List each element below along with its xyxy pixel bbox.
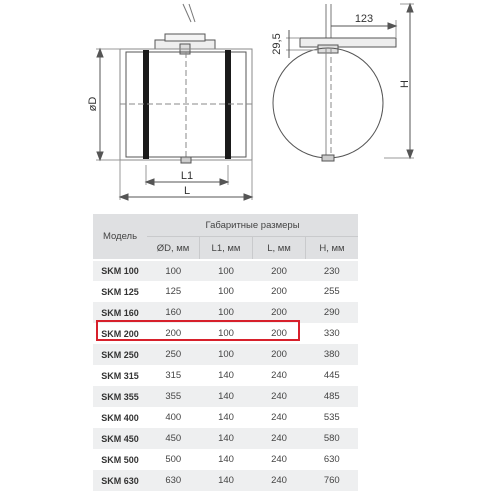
- dim-l1-arrow-right: [220, 179, 228, 185]
- cell-l1: 100: [200, 302, 253, 323]
- cell-l1: 140: [200, 407, 253, 428]
- front-plate-block: [318, 45, 338, 53]
- cell-d: 400: [147, 407, 200, 428]
- cell-l1: 100: [200, 281, 253, 302]
- cell-d: 160: [147, 302, 200, 323]
- cell-l1: 140: [200, 386, 253, 407]
- cell-d: 450: [147, 428, 200, 449]
- cell-model: SKM 250: [93, 344, 147, 365]
- cell-l: 240: [253, 386, 306, 407]
- table-row: [93, 281, 358, 302]
- table-row: [93, 407, 358, 428]
- header-l: L, мм: [253, 237, 306, 261]
- cell-model: SKM 630: [93, 470, 147, 491]
- cell-l: 200: [253, 344, 306, 365]
- cell-h: 630: [306, 449, 359, 470]
- side-view: [96, 4, 252, 200]
- cell-model: SKM 450: [93, 428, 147, 449]
- drawing-svg: [0, 0, 500, 215]
- dim-h-arrow-top: [407, 4, 413, 12]
- cell-model: SKM 100: [93, 260, 147, 281]
- cell-h: 580: [306, 428, 359, 449]
- cell-l: 200: [253, 281, 306, 302]
- front-view: [273, 4, 414, 161]
- cell-h: 760: [306, 470, 359, 491]
- label-diameter: øD: [87, 96, 99, 112]
- cell-h: 445: [306, 365, 359, 386]
- cell-model: SKM 355: [93, 386, 147, 407]
- table-row: [93, 344, 358, 365]
- table-row: [93, 470, 358, 491]
- cell-l1: 140: [200, 428, 253, 449]
- cell-l: 240: [253, 470, 306, 491]
- cell-h: 380: [306, 344, 359, 365]
- label-123: 123: [354, 13, 374, 25]
- cell-l1: 100: [200, 344, 253, 365]
- cell-l1: 140: [200, 365, 253, 386]
- cell-l1: 100: [200, 260, 253, 281]
- cell-h: 535: [306, 407, 359, 428]
- cell-l: 240: [253, 428, 306, 449]
- cell-h: 290: [306, 302, 359, 323]
- label-l: L: [183, 185, 191, 197]
- cell-l: 240: [253, 407, 306, 428]
- cell-l1: 140: [200, 470, 253, 491]
- dim-d-arrow-top: [97, 49, 103, 57]
- table-row: [93, 428, 358, 449]
- table-row: [93, 365, 358, 386]
- cell-l: 200: [253, 260, 306, 281]
- table-row: [93, 260, 358, 281]
- table-row: [93, 449, 358, 470]
- cell-l: 240: [253, 365, 306, 386]
- cell-d: 630: [147, 470, 200, 491]
- cell-l: 200: [253, 323, 306, 344]
- front-nut: [322, 155, 334, 161]
- dim-d-arrow-bottom: [97, 152, 103, 160]
- table-row: [93, 302, 358, 323]
- dim-l-arrow-left: [120, 194, 128, 200]
- dimensions-table: [93, 214, 358, 491]
- label-l1: L1: [180, 170, 194, 182]
- cell-model: SKM 315: [93, 365, 147, 386]
- label-29-5: 29,5: [271, 33, 283, 55]
- table-row: [93, 386, 358, 407]
- cell-d: 125: [147, 281, 200, 302]
- cell-h: 230: [306, 260, 359, 281]
- cell-h: 330: [306, 323, 359, 344]
- cell-model: SKM 200: [93, 323, 147, 344]
- cell-model: SKM 125: [93, 281, 147, 302]
- header-h: H, мм: [306, 237, 359, 261]
- header-dimensions-group: Габаритные размеры: [147, 214, 358, 237]
- label-h: H: [399, 80, 411, 88]
- cell-d: 500: [147, 449, 200, 470]
- duct-circle: [273, 48, 383, 158]
- cell-h: 485: [306, 386, 359, 407]
- cell-d: 200: [147, 323, 200, 344]
- plate-top: [165, 34, 205, 41]
- dim-123-arrow: [388, 23, 396, 29]
- header-l1: L1, мм: [200, 237, 253, 261]
- cell-l1: 100: [200, 323, 253, 344]
- cell-l: 200: [253, 302, 306, 323]
- table-row-highlighted: [93, 323, 358, 344]
- cell-model: SKM 500: [93, 449, 147, 470]
- dim-l-arrow-right: [244, 194, 252, 200]
- cell-d: 315: [147, 365, 200, 386]
- cell-model: SKM 400: [93, 407, 147, 428]
- dim-l1-arrow-left: [146, 179, 154, 185]
- header-model: Модель: [93, 214, 147, 260]
- technical-drawing: [0, 0, 500, 215]
- header-diameter: ØD, мм: [147, 237, 200, 261]
- front-plate: [300, 38, 396, 47]
- bottom-nut: [181, 157, 191, 163]
- cell-l1: 140: [200, 449, 253, 470]
- dim-h-arrow-bottom: [407, 150, 413, 158]
- cell-h: 255: [306, 281, 359, 302]
- cell-l: 240: [253, 449, 306, 470]
- cell-d: 355: [147, 386, 200, 407]
- cell-d: 100: [147, 260, 200, 281]
- cell-d: 250: [147, 344, 200, 365]
- cell-model: SKM 160: [93, 302, 147, 323]
